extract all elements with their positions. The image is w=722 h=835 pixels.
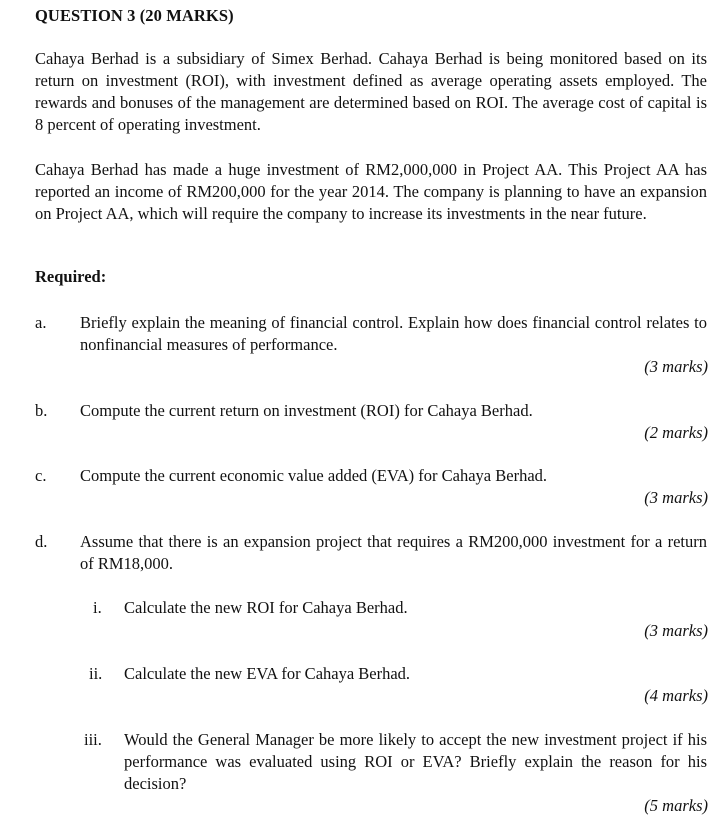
question-b-letter: b. [35,401,48,420]
subpart-ii-number: ii. [89,664,103,683]
question-heading: QUESTION 3 (20 MARKS) [35,6,234,25]
subpart-ii-marks: (4 marks) [644,686,708,705]
subpart-iii-text: Would the General Manager be more likely to accept the new investment project if his performance was evaluated using ROI or EVA? Briefly explain the reason for his decision? [124,730,707,793]
subpart-ii-text: Calculate the new EVA for Cahaya Berhad. [124,664,411,683]
subpart-iii-marks: (5 marks) [644,796,708,815]
question-d-letter: d. [35,532,48,551]
subpart-i-text: Calculate the new ROI for Cahaya Berhad. [124,598,408,617]
subpart-i-number: i. [93,598,102,617]
subpart-i-marks: (3 marks) [644,621,708,640]
question-b-marks: (2 marks) [644,423,708,442]
question-c-text: Compute the current economic value added (EVA) for Cahaya Berhad. [80,466,548,485]
question-a-text: Briefly explain the meaning of financial control. Explain how does financial control relates to nonfinancial measures of performance. [80,313,707,354]
question-a-letter: a. [35,313,47,332]
question-b-text: Compute the current return on investment (ROI) for Cahaya Berhad. [80,401,533,420]
required-label: Required: [35,267,107,286]
question-a-marks: (3 marks) [644,357,708,376]
case-paragraph-1: Cahaya Berhad is a subsidiary of Simex Berhad. Cahaya Berhad is being monitored based on its return on investment (ROI), with investment defined as average operating assets employed. The rewards and bonuses of the management are determined based on ROI. The average cost of capital is 8 percent of operating investment. [35,49,707,134]
question-d-text: Assume that there is an expansion project that requires a RM200,000 investment for a return of RM18,000. [80,532,707,573]
case-paragraph-2: Cahaya Berhad has made a huge investment of RM2,000,000 in Project AA. This Project AA has reported an income of RM200,000 for the year 2014. The company is planning to have an expansion on Project AA, which will require the company to increase its investments in the near future. [35,160,707,223]
question-c-marks: (3 marks) [644,488,708,507]
subpart-iii-number: iii. [84,730,102,749]
question-c-letter: c. [35,466,47,485]
